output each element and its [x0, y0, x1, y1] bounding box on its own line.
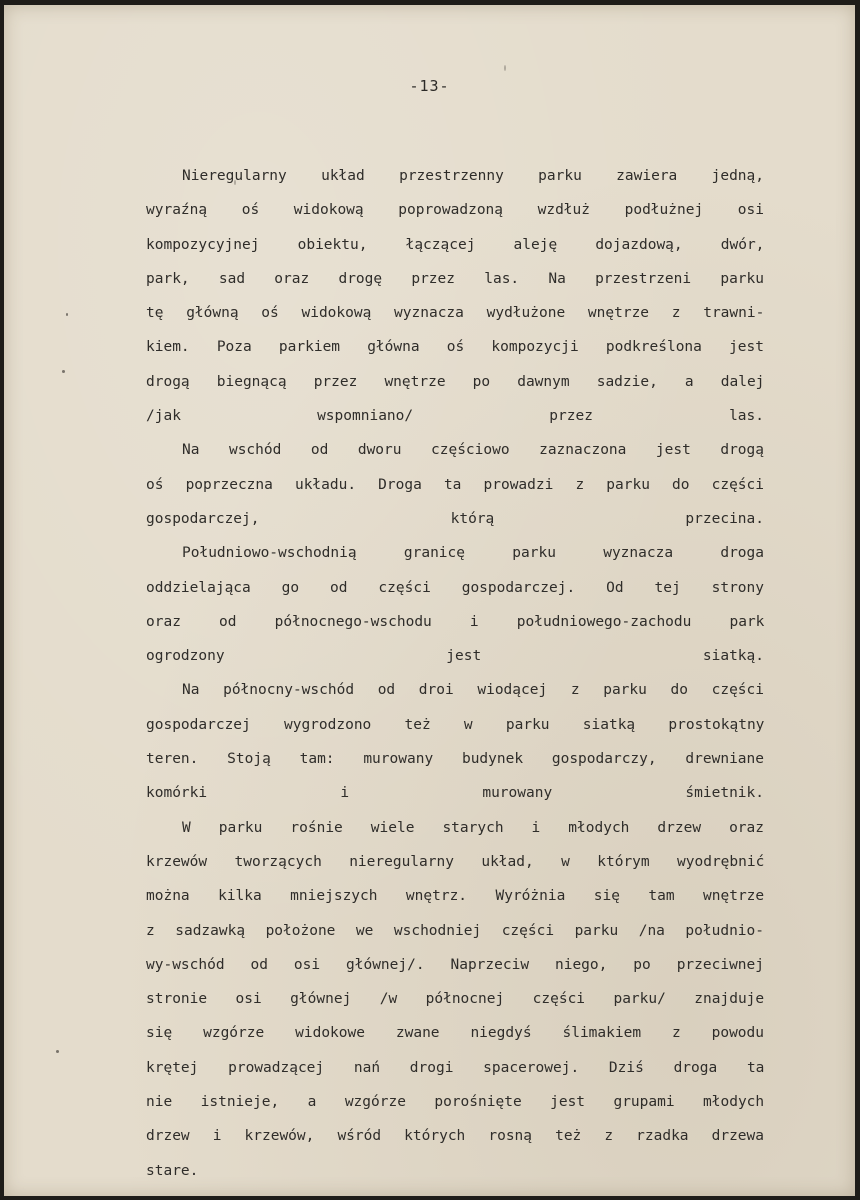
text-line: oraz od północnego-wschodu i południowego-zachodu park	[146, 613, 765, 630]
text-line: Na wschód od dworu częściowo zaznaczona jest drogą	[182, 442, 764, 459]
body-text	[146, 159, 764, 1188]
text-line: teren. Stoją tam: murowany budynek gospodarczy, drewniane	[146, 751, 764, 768]
text-line: ogrodzony jest siatką.	[146, 648, 764, 665]
text-line: krętej prowadzącej nań drogi spacerowej. Dziś droga ta	[146, 1059, 765, 1076]
text-line: się wzgórze widokowe zwane niegdyś ślimakiem z powodu	[146, 1025, 764, 1042]
document-page	[4, 5, 855, 1196]
text-line: nie istnieje, a wzgórze porośnięte jest grupami młodych	[146, 1094, 765, 1111]
paragraph-2	[146, 433, 764, 536]
paper-speck	[66, 313, 68, 316]
paper-speck	[234, 180, 236, 185]
text-line: stronie osi głównej /w północnej części parku/ znajduje	[146, 991, 765, 1008]
paragraph-5	[146, 811, 764, 1188]
text-line: /jak wspomniano/ przez las.	[146, 408, 764, 425]
text-line: drogą biegnącą przez wnętrze po dawnym sadzie, a dalej	[146, 373, 765, 390]
text-line: z sadzawką położone we wschodniej części parku /na południo-	[146, 922, 764, 939]
paragraph-4	[146, 673, 764, 810]
text-line: kompozycyjnej obiektu, łączącej aleję dojazdową, dwór,	[146, 236, 765, 253]
text-line: Południowo-wschodnią granicę parku wyznacza droga	[182, 545, 764, 562]
paper-speck	[56, 1050, 59, 1053]
text-line: wy-wschód od osi głównej/. Naprzeciw niego, po przeciwnej	[146, 956, 764, 973]
paper-speck	[504, 65, 506, 71]
text-line: oddzielająca go od części gospodarczej. Od tej strony	[146, 579, 764, 596]
text-line: wyraźną oś widokową poprowadzoną wzdłuż podłużnej osi	[146, 202, 764, 219]
text-line: tę główną oś widokową wyznacza wydłużone wnętrze z trawni-	[146, 305, 765, 322]
page-number: -13-	[409, 77, 450, 95]
paper-speck	[62, 370, 65, 373]
text-line: Nieregularny układ przestrzenny parku zawiera jedną,	[182, 168, 764, 184]
paragraph-3	[146, 536, 764, 673]
text-line: oś poprzeczna układu. Droga ta prowadzi z parku do części	[146, 476, 764, 493]
text-line: krzewów tworzących nieregularny układ, w którym wyodrębnić	[146, 853, 765, 870]
text-line: gospodarczej wygrodzono też w parku siatką prostokątny	[146, 716, 765, 733]
paragraph-1	[146, 159, 764, 433]
text-line: komórki i murowany śmietnik.	[146, 785, 764, 802]
text-line: kiem. Poza parkiem główna oś kompozycji podkreślona jest	[146, 339, 764, 356]
text-line: stare.	[146, 1162, 199, 1179]
text-line: Na północny-wschód od droi wiodącej z parku do części	[182, 682, 764, 699]
text-line: drzew i krzewów, wśród których rosną też z rzadka drzewa	[146, 1128, 764, 1145]
text-line: gospodarczej, którą przecina.	[146, 510, 764, 527]
text-line: można kilka mniejszych wnętrz. Wyróżnia się tam wnętrze	[146, 888, 765, 905]
text-line: park, sad oraz drogę przez las. Na przestrzeni parku	[146, 270, 764, 287]
text-line: W parku rośnie wiele starych i młodych drzew oraz	[182, 819, 764, 836]
